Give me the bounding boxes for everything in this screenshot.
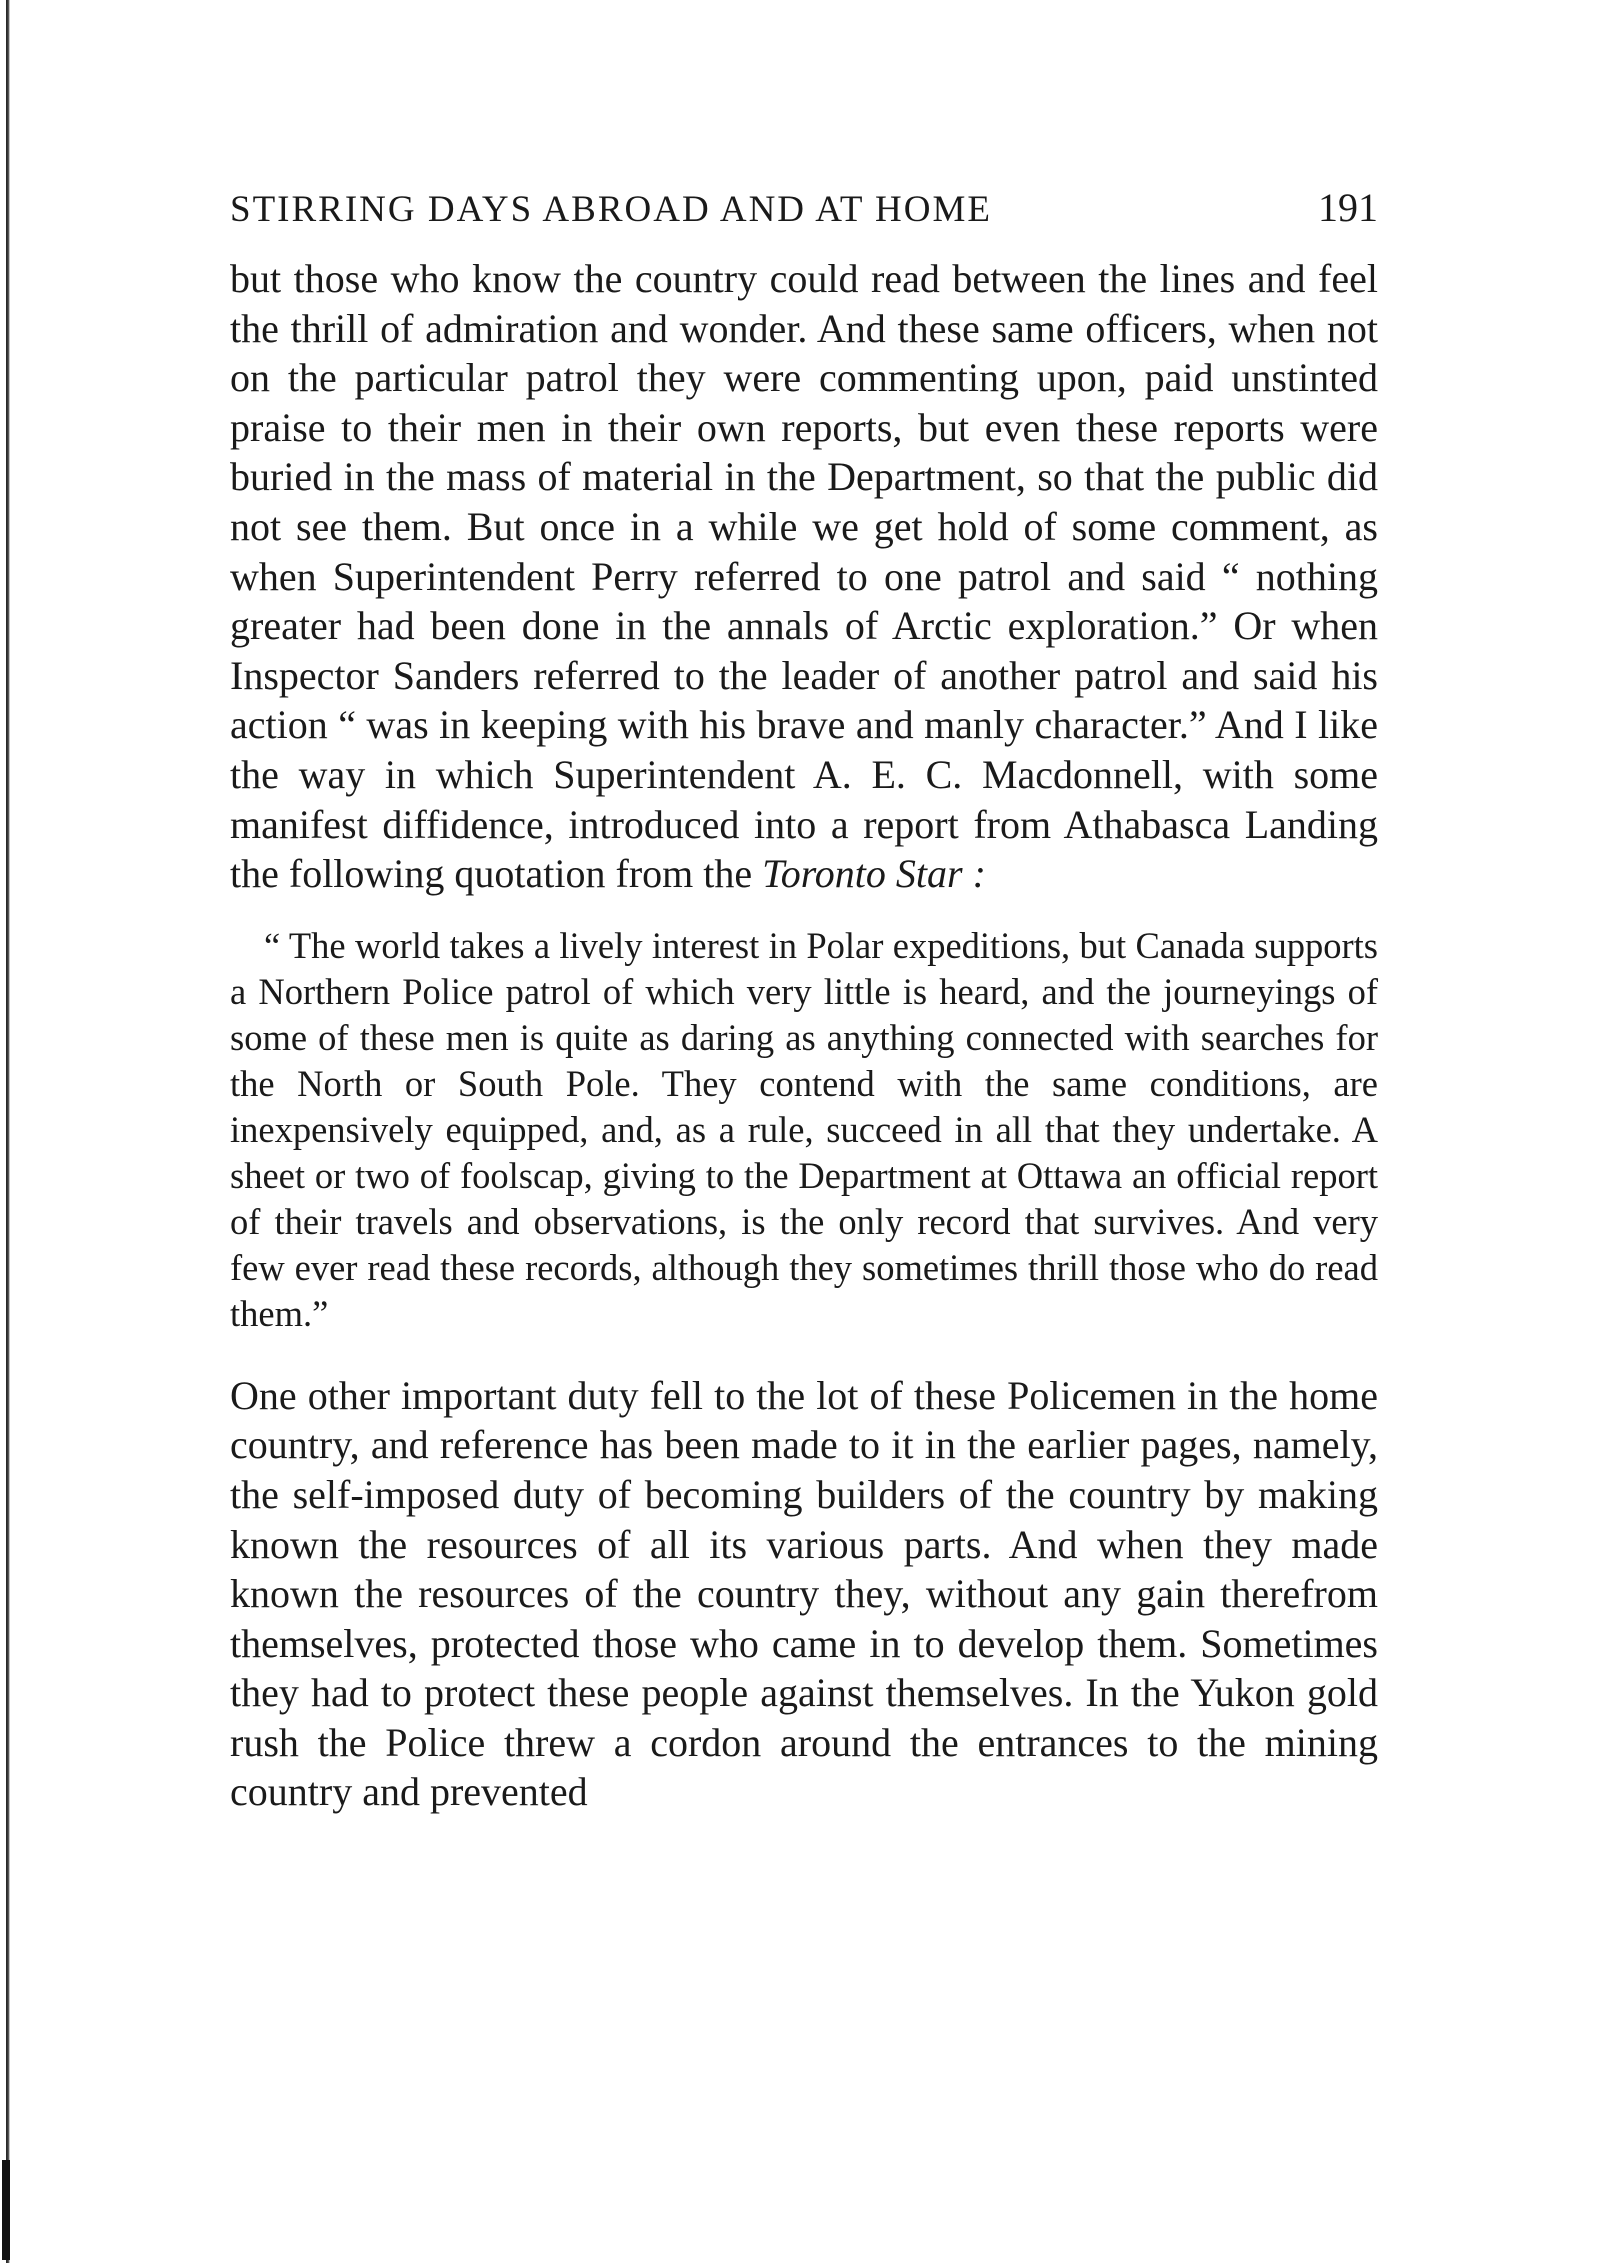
newspaper-title: Toronto Star : bbox=[762, 851, 986, 897]
book-page bbox=[230, 184, 1378, 1817]
paragraph-2: One other important duty fell to the lot of these Policemen in the home country, and reference has been made to it in the earlier pages, namely, the self-imposed duty of becoming builders of the country by making known the resources of all its various parts. And when they made known the resources of the country they, without any gain therefrom themselves, protected those who came in to develop them. Sometimes they had to protect these people against themselves. In the Yukon gold rush the Police threw a cordon around the entrances to the mining country and prevented bbox=[230, 1372, 1378, 1815]
page-binding-edge bbox=[6, 0, 10, 2263]
running-head bbox=[230, 184, 1378, 232]
page-number: 191 bbox=[1318, 185, 1378, 230]
paragraph-1-text: but those who know the country could read between the lines and feel the thrill of admiration and wonder. And these same officers, when not on the particular patrol they were commenting upon, paid unstinted praise to their men in their own reports, but even these reports were buried in the mass of material in the Department, so that the public did not see them. But once in a while we get hold of some comment, as when Superintendent Perry referred to one patrol and said “ nothing greater had been done in the annals of Arctic exploration.” Or when Inspector Sanders referred to the leader of another patrol and said his action “ was in keeping with his brave and manly character.” And I like the way in which Superintendent A. E. C. Macdonnell, with some manifest diffidence, introduced into a report from Athabasca Landing the following quotation from the bbox=[230, 256, 1378, 897]
paragraph-1 bbox=[230, 254, 1378, 899]
running-title: STIRRING DAYS ABROAD AND AT HOME bbox=[230, 189, 992, 230]
block-quotation: “ The world takes a lively interest in Polar expeditions, but Canada supports a Northern Police patrol of which very little is heard, and the journeyings of some of these men is quite as daring as anything connected with searches for the North or South Pole. They contend with the same conditions, are inexpensively equipped, and, as a rule, succeed in all that they undertake. A sheet or two of foolscap, giving to the Department at Ottawa an official report of their travels and observations, is the only record that survives. And very few ever read these records, although they sometimes thrill those who do read them.” bbox=[230, 924, 1378, 1334]
binding-ink-mark bbox=[2, 2160, 10, 2260]
